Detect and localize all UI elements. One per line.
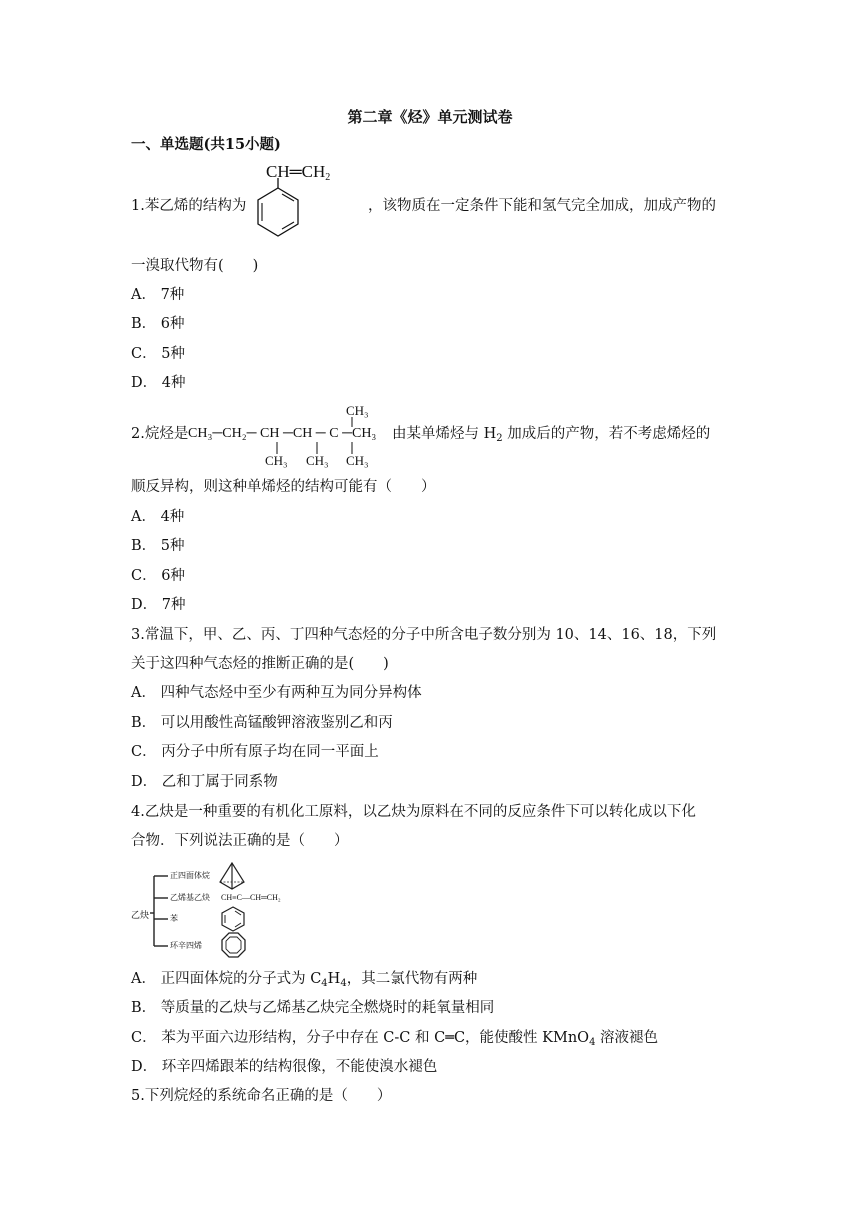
vinylacetylene-formula: CH≡C—CH═CH₂ bbox=[221, 893, 281, 902]
branch-vinylacetylene: 乙烯基乙炔 bbox=[170, 893, 210, 902]
q4-option-b: B． 等质量的乙炔与乙烯基乙炔完全燃烧时的耗氧量相同 bbox=[131, 1000, 495, 1016]
q1-stem-start: 1.苯乙烯的结构为 bbox=[131, 198, 247, 214]
q3-option-c: C． 丙分子中所有原子均在同一平面上 bbox=[131, 744, 379, 760]
section-heading: 一、单选题(共15小题) bbox=[131, 136, 281, 153]
q1-option-d: D． 4种 bbox=[131, 375, 186, 391]
q1-stem-cont: ，该物质在一定条件下能和氢气完全加成，加成产物的 bbox=[368, 198, 716, 214]
q5-stem: 5.下列烷烃的系统命名正确的是（ ） bbox=[131, 1088, 392, 1104]
q2-option-c: C． 6种 bbox=[131, 568, 185, 584]
benzene-structure bbox=[221, 906, 247, 932]
q4a-text-2: H bbox=[327, 971, 341, 987]
subscript: 4 bbox=[589, 1037, 596, 1048]
q4c-text-2: 溶液褪色 bbox=[595, 1030, 659, 1046]
subscript: 2 bbox=[496, 433, 503, 444]
branch-tetrahedrane: 正四面体烷 bbox=[170, 871, 210, 880]
branch-benzene: 苯 bbox=[170, 914, 178, 923]
vinyl-group: CH═CH bbox=[266, 162, 326, 181]
q2-option-d: D． 7种 bbox=[131, 597, 186, 613]
q2-stem-start: 2.烷烃是 bbox=[131, 426, 189, 442]
q3-stem-line1: 3.常温下，甲、乙、丙、丁四种气态烃的分子中所含电子数分别为 10、14、16、18，下列 bbox=[131, 627, 717, 643]
benzene-ring-diagram bbox=[248, 178, 308, 248]
q4-option-d: D． 环辛四烯跟苯的结构很像，不能使溴水褪色 bbox=[131, 1059, 438, 1075]
q1-option-b: B． 6种 bbox=[131, 316, 185, 332]
q2-stem-cont bbox=[392, 425, 710, 443]
q1-option-c: C． 5种 bbox=[131, 346, 185, 362]
subscript: 4 bbox=[321, 978, 328, 989]
q3-option-a: A． 四种气态烃中至少有两种互为同分异构体 bbox=[131, 685, 422, 701]
branch-cyclooctatetraene: 环辛四烯 bbox=[170, 941, 202, 950]
q1-option-a: A． 7种 bbox=[131, 287, 185, 303]
q4-stem-line2: 合物．下列说法正确的是（ ） bbox=[131, 833, 349, 849]
q4-stem-line1: 4.乙炔是一种重要的有机化工原料，以乙炔为原料在不同的反应条件下可以转化成以下化 bbox=[131, 804, 696, 820]
bottom-methyl-1: CH₃ bbox=[265, 453, 288, 468]
q4a-text-1: A． 正四面体烷的分子式为 C bbox=[131, 971, 322, 987]
q2-stem-end: 顺反异构，则这种单烯烃的结构可能有（ ） bbox=[131, 479, 436, 495]
q3-stem-line2: 关于这四种气态烃的推断正确的是( ) bbox=[131, 656, 389, 672]
q2-option-b: B． 5种 bbox=[131, 538, 185, 554]
q3-option-b: B． 可以用酸性高锰酸钾溶液鉴别乙和丙 bbox=[131, 715, 393, 731]
subscript: 2 bbox=[325, 172, 331, 183]
top-methyl: CH₃ bbox=[346, 403, 369, 418]
alkane-main-chain: CH₃─CH₂─ CH ─CH ─ C ─CH₃ bbox=[188, 426, 377, 441]
alkane-branch-bonds bbox=[260, 410, 380, 470]
diagram-root-label: 乙炔 bbox=[131, 911, 150, 921]
q3-option-d: D． 乙和丁属于同系物 bbox=[131, 774, 278, 790]
q2-text-b: 加成后的产物，若不考虑烯烃的 bbox=[502, 426, 711, 442]
page-title: 第二章《烃》单元测试卷 bbox=[347, 108, 513, 126]
q4-option-a bbox=[131, 970, 477, 988]
bottom-methyl-3: CH₃ bbox=[346, 453, 369, 468]
subscript: 4 bbox=[340, 978, 347, 989]
q1-stem-end: 一溴取代物有( ) bbox=[131, 258, 259, 274]
cyclooctatetraene-structure bbox=[219, 932, 249, 962]
q4a-text-3: ，其二氯代物有两种 bbox=[346, 971, 478, 987]
q2-option-a: A． 4种 bbox=[131, 509, 185, 525]
q4-option-c bbox=[131, 1029, 658, 1047]
q2-text-a: 由某单烯烃与 H bbox=[392, 426, 497, 442]
q4c-text-1: C． 苯为平面六边形结构，分子中存在 C-C 和 C═C，能使酸性 KMnO bbox=[131, 1030, 590, 1046]
bottom-methyl-2: CH₃ bbox=[306, 453, 329, 468]
tetrahedrane-structure bbox=[218, 862, 248, 892]
